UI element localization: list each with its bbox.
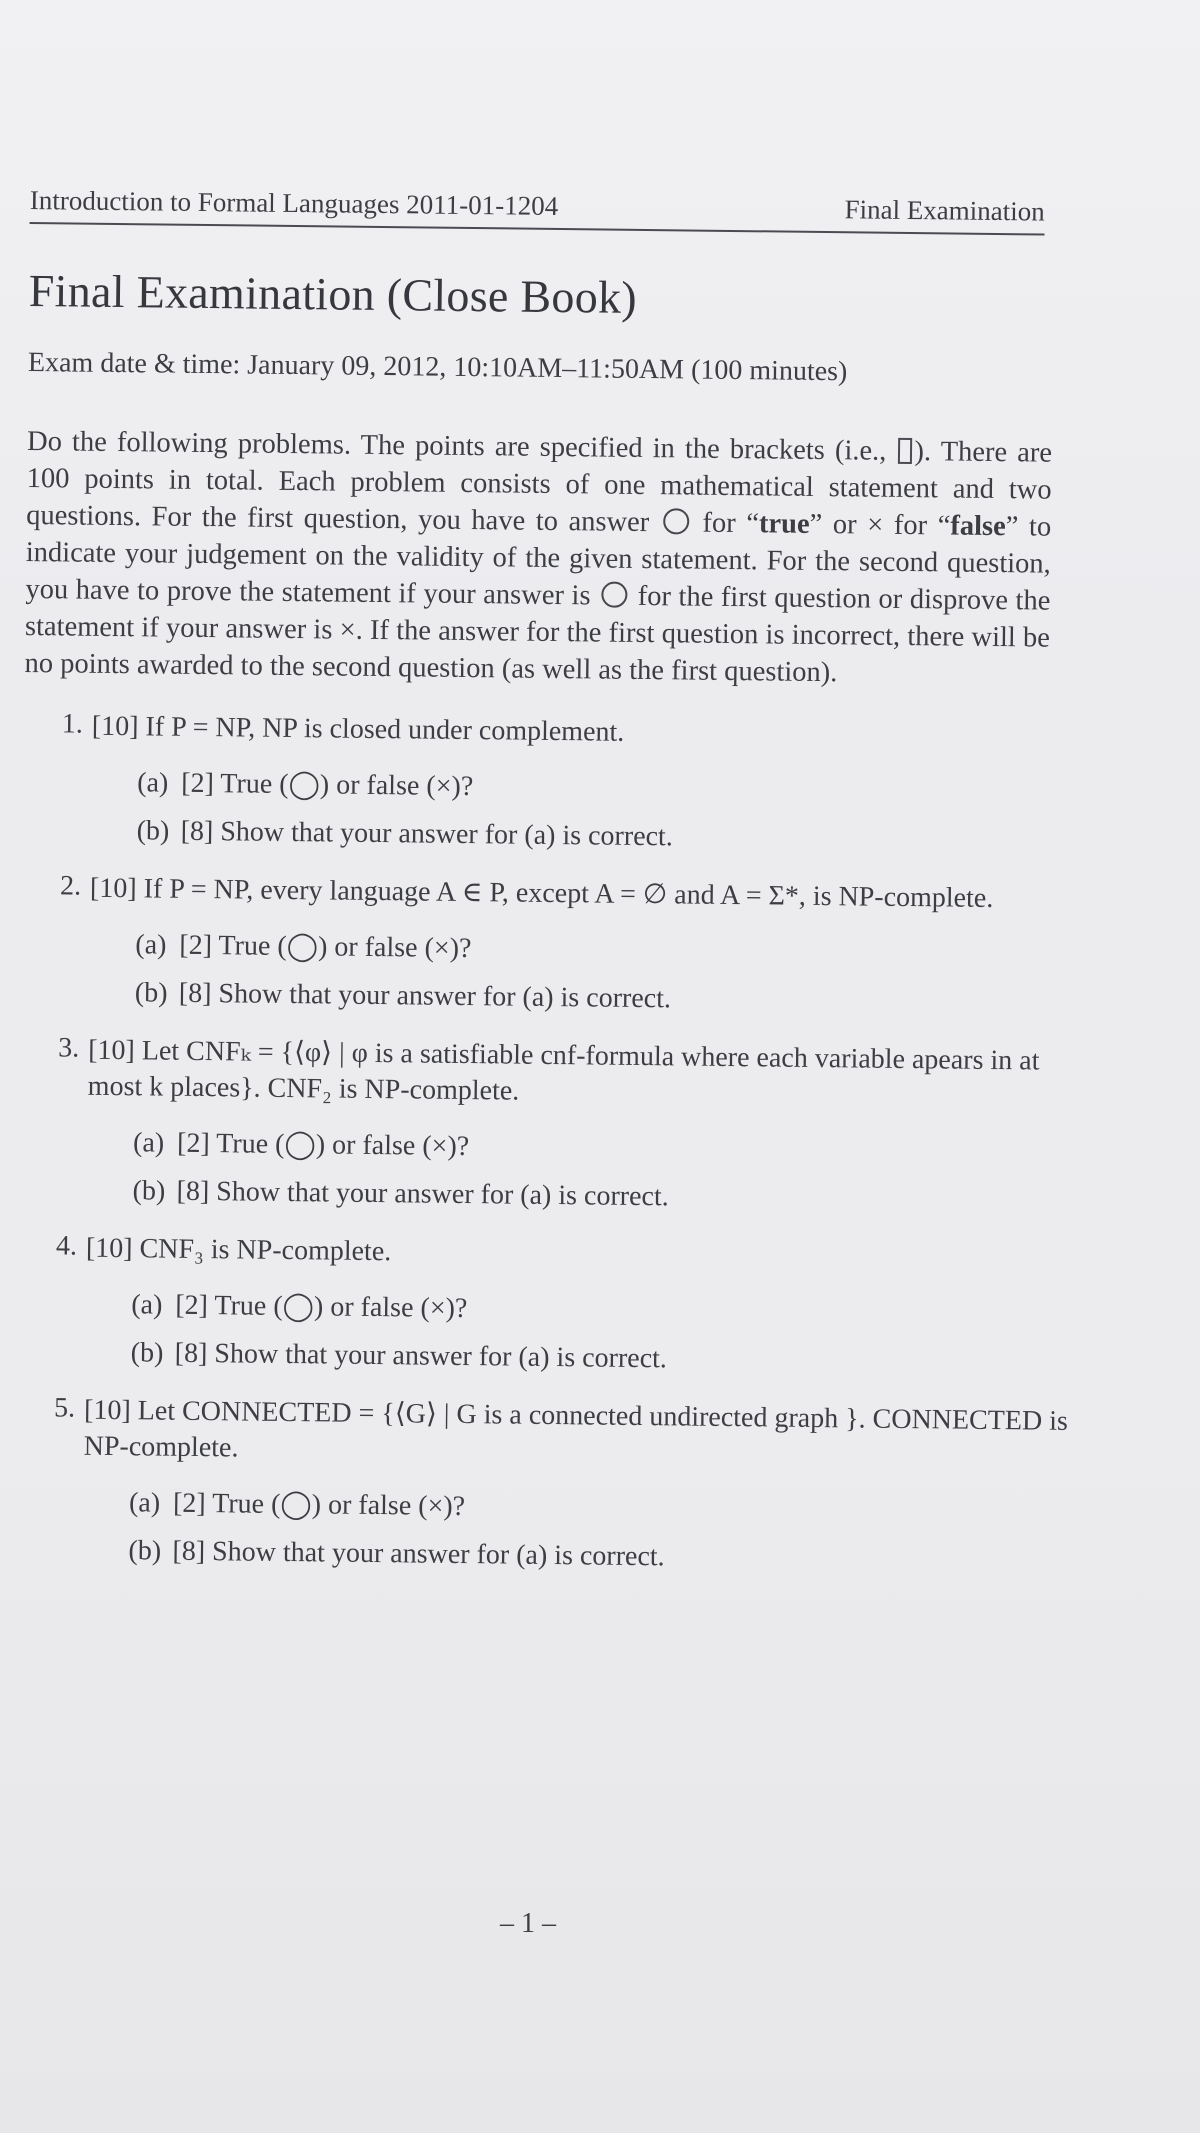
header-course: Introduction to Formal Languages 2011-01-1204 [29,185,559,221]
sub-question-text: [2] True (◯) or false (×)? [179,929,472,965]
sub-question-text: [8] Show that your answer for (a) is correct. [174,1337,668,1375]
problem-number: 4. [55,1230,78,1262]
instructions-text-4: ” or × for “ [809,508,951,542]
instructions-paragraph [24,423,1052,694]
circle-icon [663,508,689,534]
sub-label-a: (a) [135,929,167,961]
problem-points: [10] [88,1034,136,1067]
sub-question-text: [8] Show that your answer for (a) is correct. [178,977,672,1015]
sub-label-b: (b) [128,1535,162,1567]
instructions-text-2: ). There are 100 points in total. Each problem consists of one mathematical statement and two questions. For the first question, you have to answer [26,436,1053,539]
header-doc-type: Final Examination [844,194,1045,227]
problem-statement [83,1393,1084,1476]
false-word: false [950,510,1006,543]
sub-label-b: (b) [132,1175,166,1207]
sub-question-list [82,1479,1083,1586]
problem-number: 1. [61,708,84,740]
problem-item [16,1230,1086,1388]
problem-points: [10] [83,1394,131,1427]
sub-question-text: [2] True (◯) or false (×)? [181,767,474,803]
sub-question-b [130,1329,1084,1388]
true-word: true [758,508,810,540]
problem-item [21,870,1091,1028]
problem-statement [90,871,1090,918]
sub-question-b [136,807,1090,866]
problem-number: 2. [59,870,82,902]
problem-item [14,1392,1084,1586]
problem-number: 5. [53,1392,76,1424]
sub-question-text: [8] Show that your answer for (a) is correct. [180,815,673,853]
problem-list [14,708,1174,1587]
sub-question-text: [8] Show that your answer for (a) is correct. [172,1535,665,1573]
bracket-box-icon [898,438,912,464]
running-header [30,185,1045,236]
sub-question-list [86,1119,1087,1226]
problem-statement-text: Let CONNECTED = {⟨G⟩ | G is a connected undirected graph }. CONNECTED is NP-complete. [83,1395,1069,1464]
instructions-text-1: Do the following problems. The points are specified in the brackets (i.e., [26,425,897,467]
circle-icon [601,582,627,608]
problem-statement [86,1231,1086,1278]
sub-question-text: [2] True (◯) or false (×)? [176,1127,470,1163]
problem-points: [10] [89,872,137,905]
sub-label-a: (a) [132,1127,165,1159]
page-number: – 1 – [500,1908,556,1939]
problem-statement [88,1033,1089,1116]
sub-label-b: (b) [130,1337,164,1369]
instructions-text-3: for “ [691,507,760,540]
problem-statement-text: If P = NP, NP is closed under complement. [145,711,625,748]
problem-statement-text: Let CNFₖ = {⟨φ⟩ | φ is a satisfiable cnf-formula where each variable apears in at most k places}. CNF₂ is NP-complete. [87,1035,1040,1107]
problem-statement-text: CNF₃ is NP-complete. [139,1233,392,1268]
sub-question-list [89,921,1090,1028]
instructions-text-5: ” to indicate your judgement on the validity of the given statement. For the second question, you have to prove the statement if your answer is [25,511,1052,612]
sub-question-list [90,759,1091,866]
sub-label-b: (b) [136,815,170,847]
exam-date-line: Exam date & time: January 09, 2012, 10:10AM–11:50AM (100 minutes) [27,346,848,388]
sub-question-text: [2] True (◯) or false (×)? [172,1487,466,1523]
sub-question-list [84,1281,1085,1388]
sub-question-b [132,1167,1086,1226]
instructions-text-6: for the first question or disprove the statement if your answer is ×. If the answer for the first question is incorrect, there will be no points awarded to the second question (as well as the first question). [24,580,1051,689]
problem-statement [92,709,1092,756]
sub-question-b [135,969,1089,1028]
sub-label-a: (a) [131,1289,163,1321]
page-content [14,185,1180,1603]
sub-question-text: [2] True (◯) or false (×)? [175,1289,468,1325]
sub-question-text: [8] Show that your answer for (a) is correct. [176,1175,669,1213]
problem-number: 3. [58,1032,80,1064]
page-title: Final Examination (Close Book) [28,264,638,323]
problem-item [18,1032,1088,1226]
problem-points: [10] [91,710,139,743]
problem-points: [10] [85,1232,133,1265]
sub-question-b [128,1527,1082,1586]
problem-item [22,708,1092,866]
sub-label-a: (a) [128,1487,161,1519]
sub-label-a: (a) [137,767,169,799]
problem-statement-text: If P = NP, every language A ∈ P, except A = ∅ and A = Σ*, is NP-complete. [143,873,994,914]
sub-label-b: (b) [134,977,168,1009]
